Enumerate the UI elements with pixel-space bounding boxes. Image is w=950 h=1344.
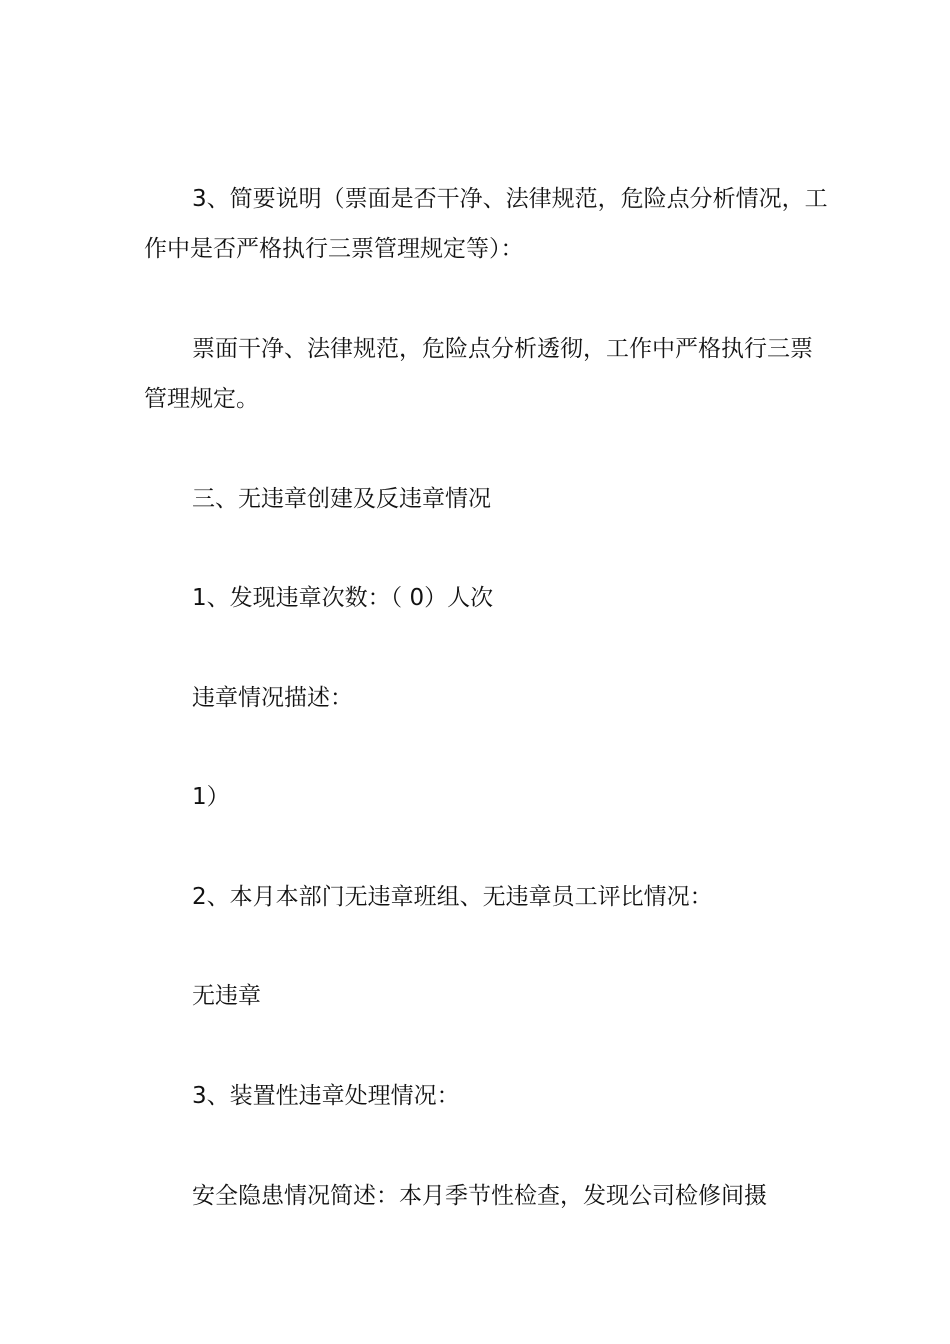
device-violation-heading: 3、装置性违章处理情况： [192, 1083, 460, 1109]
evaluation-heading: 2、本月本部门无违章班组、无违章员工评比情况： [192, 884, 713, 910]
violation-count: 1、发现违章次数：（ 0）人次 [192, 585, 494, 611]
section-three-heading: 三、无违章创建及反违章情况 [192, 486, 491, 512]
violation-description-label: 违章情况描述： [192, 685, 353, 711]
hazard-summary: 安全隐患情况简述：本月季节性检查，发现公司检修间摄 [192, 1183, 767, 1209]
violation-item-1: 1） [192, 784, 230, 810]
brief-explanation-body: 票面干净、法律规范，危险点分析透彻，工作中严格执行三票管理规定。 [144, 336, 813, 412]
brief-explanation-heading: 3、简要说明（票面是否干净、法律规范，危险点分析情况，工作中是否严格执行三票管理规定等）： [144, 186, 828, 262]
evaluation-result: 无违章 [192, 983, 261, 1009]
